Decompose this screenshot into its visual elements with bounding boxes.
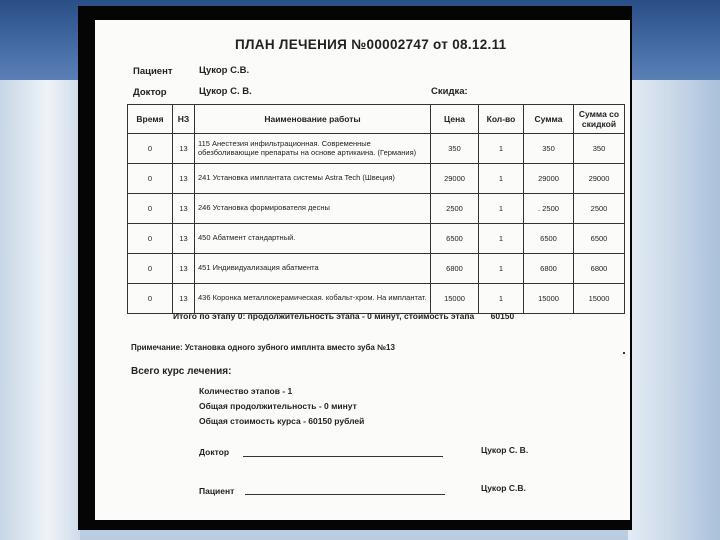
- cell-nz: 13: [173, 284, 195, 314]
- table-row: [128, 134, 625, 164]
- table-row: [128, 164, 625, 194]
- cell-sum-discount: 6500: [574, 224, 625, 254]
- cell-name: 451 Индивидуализация абатмента: [195, 254, 431, 284]
- course-duration: Общая продолжительность - 0 минут: [199, 401, 357, 411]
- stage-cost: 60150: [490, 311, 515, 321]
- cell-price: 15000: [431, 284, 479, 314]
- table-row: [128, 284, 625, 314]
- cell-time: 0: [128, 134, 173, 164]
- discount-label: Скидка:: [431, 86, 468, 97]
- signature-doctor-line: [243, 456, 443, 457]
- cell-price: 6800: [431, 254, 479, 284]
- cell-sum-discount: 350: [574, 134, 625, 164]
- cell-sum: 6800: [524, 254, 574, 284]
- cell-price: 6500: [431, 224, 479, 254]
- stage-summary: [173, 311, 514, 321]
- cell-sum: 6500: [524, 224, 574, 254]
- signature-patient-name: Цукор С.В.: [481, 483, 526, 493]
- table-row: [128, 224, 625, 254]
- cell-price: 350: [431, 134, 479, 164]
- cell-name: 436 Коронка металлокерамическая. кобальт-хром. На имплантат.: [195, 284, 431, 314]
- cell-sum: 29000: [524, 164, 574, 194]
- cell-name: 241 Установка имплантата системы Astra Tech (Швеция): [195, 164, 431, 194]
- cell-time: 0: [128, 224, 173, 254]
- cell-time: 0: [128, 164, 173, 194]
- cell-name: 246 Установка формирователя десны: [195, 194, 431, 224]
- cell-sum: 350: [524, 134, 574, 164]
- cell-name: 450 Абатмент стандартный.: [195, 224, 431, 254]
- col-header-name: Наименование работы: [195, 105, 431, 134]
- cell-price: 2500: [431, 194, 479, 224]
- cell-time: 0: [128, 194, 173, 224]
- procedures-table: [127, 104, 625, 314]
- cell-name: 115 Анестезия инфильтрационная. Современные обезболивающие препараты на основе артикаина. (Германия): [195, 134, 431, 164]
- course-stages: Количество этапов - 1: [199, 386, 293, 396]
- course-cost: Общая стоимость курса - 60150 рублей: [199, 416, 365, 426]
- col-header-time: Время: [128, 105, 173, 134]
- cell-sum: . 2500: [524, 194, 574, 224]
- note-text: Примечание: Установка одного зубного имплнта вместо зуба №13: [131, 343, 395, 352]
- cell-sum-discount: 2500: [574, 194, 625, 224]
- treatment-plan-document: [95, 20, 630, 520]
- signature-patient-line: [245, 494, 445, 495]
- course-title: Всего курс лечения:: [131, 366, 232, 377]
- cell-qty: 1: [479, 164, 524, 194]
- cell-time: 0: [128, 254, 173, 284]
- cell-nz: 13: [173, 164, 195, 194]
- stray-dot: [623, 352, 625, 354]
- cell-nz: 13: [173, 224, 195, 254]
- cell-qty: 1: [479, 134, 524, 164]
- document-title: ПЛАН ЛЕЧЕНИЯ №00002747 от 08.12.11: [235, 37, 507, 52]
- cell-sum: 15000: [524, 284, 574, 314]
- background-left: [0, 80, 80, 540]
- signature-patient-label: Пациент: [199, 486, 235, 496]
- cell-nz: 13: [173, 194, 195, 224]
- cell-qty: 1: [479, 254, 524, 284]
- col-header-qty: Кол-во: [479, 105, 524, 134]
- cell-time: 0: [128, 284, 173, 314]
- cell-qty: 1: [479, 284, 524, 314]
- stage-summary-text: Итого по этапу 0: продолжительность этапа - 0 минут, стоимость этапа: [173, 311, 475, 321]
- table-row: [128, 194, 625, 224]
- cell-nz: 13: [173, 254, 195, 284]
- background-right: [628, 80, 720, 540]
- patient-label: Пациент: [133, 66, 173, 77]
- cell-price: 29000: [431, 164, 479, 194]
- cell-qty: 1: [479, 224, 524, 254]
- cell-qty: 1: [479, 194, 524, 224]
- cell-sum-discount: 15000: [574, 284, 625, 314]
- cell-nz: 13: [173, 134, 195, 164]
- signature-doctor-label: Доктор: [199, 447, 230, 457]
- cell-sum-discount: 29000: [574, 164, 625, 194]
- doctor-name: Цукор С. В.: [199, 86, 252, 97]
- table-header-row: [128, 105, 625, 134]
- cell-sum-discount: 6800: [574, 254, 625, 284]
- col-header-sum: Сумма: [524, 105, 574, 134]
- doctor-label: Доктор: [133, 87, 167, 98]
- col-header-sum-discount: Сумма со скидкой: [574, 105, 625, 134]
- patient-name: Цукор С.В.: [199, 65, 250, 76]
- col-header-nz: НЗ: [173, 105, 195, 134]
- col-header-price: Цена: [431, 105, 479, 134]
- signature-doctor-name: Цукор С. В.: [481, 445, 529, 455]
- table-row: [128, 254, 625, 284]
